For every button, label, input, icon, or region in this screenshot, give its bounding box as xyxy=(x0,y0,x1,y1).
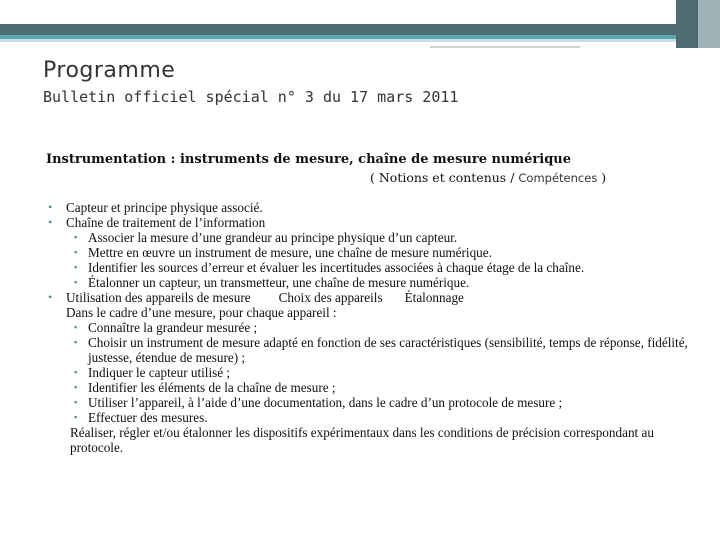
sub-list-item: ▪ Indiquer le capteur utilisé ; xyxy=(74,365,231,380)
corner-block-dark xyxy=(676,0,698,48)
cadre-line: Dans le cadre d’une mesure, pour chaque appareil : xyxy=(66,305,337,320)
sub-list-item: ▪ Effectuer des mesures. xyxy=(74,410,208,425)
sub-list-item: ▪ Identifier les sources d’erreur et évaluer les incertitudes associées à chaque étage de la chaîne. xyxy=(74,260,585,275)
list-item: • Capteur et principe physique associé. xyxy=(48,200,263,215)
choix-label: Choix des appareils xyxy=(278,290,383,305)
sub-list-item: ▪ Étalonner un capteur, un transmetteur, une chaîne de mesure numérique. xyxy=(74,275,470,290)
notions-close: ) xyxy=(601,170,607,185)
square-bullet-icon: ▪ xyxy=(74,322,78,332)
etalonnage-label: Étalonnage xyxy=(404,290,464,305)
notions-sep: / xyxy=(510,170,515,185)
header-band-dark xyxy=(0,24,720,35)
square-bullet-icon: ▪ xyxy=(74,232,78,242)
sub-list-item: ▪ Identifier les éléments de la chaîne de mesure ; xyxy=(74,380,336,395)
round-bullet-icon: • xyxy=(48,215,53,229)
slide-top-area xyxy=(0,0,720,24)
header-underline xyxy=(430,46,580,48)
square-bullet-icon: ▪ xyxy=(74,367,78,377)
square-bullet-icon: ▪ xyxy=(74,397,78,407)
corner-block-light xyxy=(698,0,720,48)
slide-content xyxy=(48,200,708,455)
square-bullet-icon: ▪ xyxy=(74,382,78,392)
list-item: • Utilisation des appareils de mesure Choix des appareils Étalonnage xyxy=(48,290,464,305)
square-bullet-icon: ▪ xyxy=(74,277,78,287)
slide-title: Programme xyxy=(43,58,176,83)
sub-list-item: ▪ Mettre en œuvre un instrument de mesure, une chaîne de mesure numérique. xyxy=(74,245,492,260)
sub-list-item: ▪ Associer la mesure d’une grandeur au principe physique d’un capteur. xyxy=(74,230,458,245)
slide-subtitle: Bulletin officiel spécial n° 3 du 17 mars 2011 xyxy=(43,88,459,106)
list-item: • Chaîne de traitement de l’information xyxy=(48,215,266,230)
notions-line xyxy=(370,170,606,185)
square-bullet-icon: ▪ xyxy=(74,337,78,347)
square-bullet-icon: ▪ xyxy=(74,262,78,272)
notions-open: ( Notions et contenus xyxy=(370,170,507,185)
header-band-light xyxy=(0,39,720,42)
competences-label: Compétences xyxy=(518,171,598,185)
square-bullet-icon: ▪ xyxy=(74,247,78,257)
sub-list-item: ▪ Connaître la grandeur mesurée ; xyxy=(74,320,258,335)
sub-list-item: ▪ Utiliser l’appareil, à l’aide d’une documentation, dans le cadre d’un protocole de mesure ; xyxy=(74,395,563,410)
realiser-line: Réaliser, régler et/ou étalonner les dispositifs expérimentaux dans les conditions de précision correspondant au protocole. xyxy=(70,425,654,455)
sub-list-item: ▪ Choisir un instrument de mesure adapté en fonction de ses caractéristiques (sensibilité, temps de réponse, fidélité, justesse, étendue de mesure) ; xyxy=(74,335,688,365)
section-heading: Instrumentation : instruments de mesure, chaîne de mesure numérique xyxy=(46,152,572,167)
round-bullet-icon: • xyxy=(48,200,53,214)
round-bullet-icon: • xyxy=(48,290,53,304)
square-bullet-icon: ▪ xyxy=(74,412,78,422)
